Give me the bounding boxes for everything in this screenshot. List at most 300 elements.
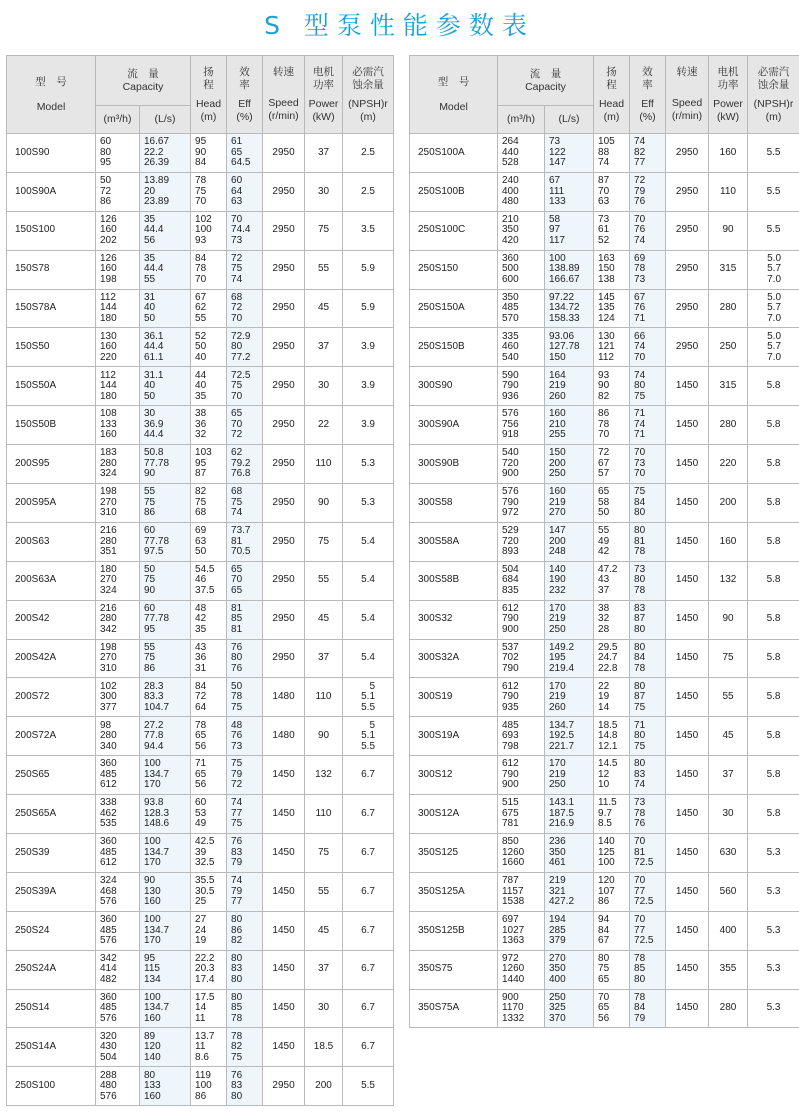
- eff-cell: 80 81 78: [630, 522, 666, 561]
- head-cell: 84 78 70: [191, 250, 227, 289]
- eff-cell: 72 79 76: [630, 172, 666, 211]
- header-capacity-m3h: (m³/h): [498, 106, 545, 134]
- capacity-ls-cell: 250 325 370: [545, 989, 594, 1028]
- table-row: [7, 678, 394, 717]
- npsh-cell: 5.3: [343, 484, 394, 523]
- eff-cell: 70 74.4 73: [227, 211, 263, 250]
- speed-cell: 2950: [666, 250, 709, 289]
- npsh-cell: 6.7: [343, 756, 394, 795]
- eff-cell: 71 80 75: [630, 717, 666, 756]
- speed-cell: 1450: [666, 950, 709, 989]
- capacity-ls-cell: 58 97 117: [545, 211, 594, 250]
- capacity-m3h-cell: 198 270 310: [96, 639, 140, 678]
- eff-cell: 80 87 75: [630, 678, 666, 717]
- power-cell: 355: [709, 950, 748, 989]
- power-cell: 75: [305, 522, 343, 561]
- eff-cell: 48 76 73: [227, 717, 263, 756]
- capacity-m3h-cell: 216 280 342: [96, 600, 140, 639]
- header-speed: 转速 Speed (r/min): [263, 56, 305, 134]
- speed-cell: 2950: [263, 367, 305, 406]
- head-cell: 43 36 31: [191, 639, 227, 678]
- table-row: [410, 484, 799, 523]
- model-cell: 250S100A: [410, 134, 498, 173]
- model-cell: 300S19A: [410, 717, 498, 756]
- capacity-ls-cell: 50.8 77.78 90: [140, 445, 191, 484]
- speed-cell: 1450: [666, 678, 709, 717]
- power-cell: 45: [305, 600, 343, 639]
- table-row: [7, 289, 394, 328]
- capacity-m3h-cell: 320 430 504: [96, 1028, 140, 1067]
- capacity-m3h-cell: 360 485 576: [96, 911, 140, 950]
- eff-cell: 74 77 75: [227, 795, 263, 834]
- capacity-ls-cell: 97.22 134.72 158.33: [545, 289, 594, 328]
- power-cell: 75: [709, 639, 748, 678]
- head-cell: 84 72 64: [191, 678, 227, 717]
- speed-cell: 1450: [666, 561, 709, 600]
- capacity-ls-cell: 140 190 232: [545, 561, 594, 600]
- capacity-ls-cell: 36.1 44.4 61.1: [140, 328, 191, 367]
- eff-cell: 70 77 72.5: [630, 911, 666, 950]
- eff-cell: 78 85 80: [630, 950, 666, 989]
- npsh-cell: 5.4: [343, 639, 394, 678]
- eff-cell: 75 84 80: [630, 484, 666, 523]
- head-cell: 71 65 56: [191, 756, 227, 795]
- speed-cell: 1450: [666, 445, 709, 484]
- capacity-ls-cell: 67 111 133: [545, 172, 594, 211]
- capacity-ls-cell: 13.89 20 23.89: [140, 172, 191, 211]
- power-cell: 37: [305, 134, 343, 173]
- npsh-cell: 5.8: [748, 756, 799, 795]
- table-row: [410, 834, 799, 873]
- power-cell: 280: [709, 406, 748, 445]
- speed-cell: 1450: [666, 756, 709, 795]
- speed-cell: 2950: [263, 522, 305, 561]
- capacity-m3h-cell: 98 280 340: [96, 717, 140, 756]
- eff-cell: 65 70 65: [227, 561, 263, 600]
- npsh-cell: 5.3: [748, 872, 799, 911]
- power-cell: 30: [305, 367, 343, 406]
- model-cell: 150S100: [7, 211, 96, 250]
- table-row: [7, 134, 394, 173]
- header-eff: 效 率 Eff (%): [227, 56, 263, 134]
- npsh-cell: 5.8: [748, 717, 799, 756]
- speed-cell: 1450: [666, 406, 709, 445]
- power-cell: 30: [709, 795, 748, 834]
- speed-cell: 1450: [263, 950, 305, 989]
- capacity-m3h-cell: 342 414 482: [96, 950, 140, 989]
- pump-table-left: [6, 55, 394, 1106]
- speed-cell: 2950: [666, 134, 709, 173]
- head-cell: 17.5 14 11: [191, 989, 227, 1028]
- capacity-m3h-cell: 360 500 600: [498, 250, 545, 289]
- model-cell: 250S100C: [410, 211, 498, 250]
- capacity-m3h-cell: 130 160 220: [96, 328, 140, 367]
- power-cell: 110: [709, 172, 748, 211]
- head-cell: 119 100 86: [191, 1067, 227, 1106]
- capacity-ls-cell: 31 40 50: [140, 289, 191, 328]
- table-row: [7, 172, 394, 211]
- speed-cell: 2950: [263, 406, 305, 445]
- npsh-cell: 5.8: [748, 795, 799, 834]
- head-cell: 140 125 100: [594, 834, 630, 873]
- table-row: [7, 872, 394, 911]
- power-cell: 315: [709, 367, 748, 406]
- power-cell: 30: [305, 172, 343, 211]
- capacity-m3h-cell: 485 693 798: [498, 717, 545, 756]
- speed-cell: 2950: [263, 134, 305, 173]
- model-cell: 250S100: [7, 1067, 96, 1106]
- eff-cell: 61 65 64.5: [227, 134, 263, 173]
- npsh-cell: 6.7: [343, 1028, 394, 1067]
- head-cell: 69 63 50: [191, 522, 227, 561]
- head-cell: 87 70 63: [594, 172, 630, 211]
- model-cell: 300S58: [410, 484, 498, 523]
- capacity-ls-cell: 219 321 427.2: [545, 872, 594, 911]
- capacity-ls-cell: 93.8 128.3 148.6: [140, 795, 191, 834]
- npsh-cell: 6.7: [343, 795, 394, 834]
- head-cell: 27 24 19: [191, 911, 227, 950]
- speed-cell: 1450: [666, 639, 709, 678]
- eff-cell: 73.7 81 70.5: [227, 522, 263, 561]
- head-cell: 145 135 124: [594, 289, 630, 328]
- capacity-ls-cell: 149.2 195 219.4: [545, 639, 594, 678]
- head-cell: 130 121 112: [594, 328, 630, 367]
- npsh-cell: 5.4: [343, 600, 394, 639]
- capacity-m3h-cell: 126 160 198: [96, 250, 140, 289]
- capacity-ls-cell: 270 350 400: [545, 950, 594, 989]
- model-cell: 250S24A: [7, 950, 96, 989]
- capacity-m3h-cell: 102 300 377: [96, 678, 140, 717]
- capacity-ls-cell: 143.1 187.5 216.9: [545, 795, 594, 834]
- speed-cell: 1450: [666, 600, 709, 639]
- capacity-ls-cell: 164 219 260: [545, 367, 594, 406]
- eff-cell: 80 83 80: [227, 950, 263, 989]
- capacity-m3h-cell: 787 1157 1538: [498, 872, 545, 911]
- power-cell: 45: [305, 289, 343, 328]
- power-cell: 200: [709, 484, 748, 523]
- model-cell: 150S78A: [7, 289, 96, 328]
- head-cell: 22 19 14: [594, 678, 630, 717]
- head-cell: 44 40 35: [191, 367, 227, 406]
- npsh-cell: 5.8: [748, 678, 799, 717]
- speed-cell: 1450: [263, 834, 305, 873]
- table-row: [410, 950, 799, 989]
- model-cell: 150S50A: [7, 367, 96, 406]
- table-row: [7, 522, 394, 561]
- head-cell: 47.2 43 37: [594, 561, 630, 600]
- power-cell: 315: [709, 250, 748, 289]
- eff-cell: 69 78 73: [630, 250, 666, 289]
- power-cell: 630: [709, 834, 748, 873]
- speed-cell: 1480: [263, 678, 305, 717]
- power-cell: 110: [305, 795, 343, 834]
- header-capacity: 流 量 Capacity: [498, 56, 594, 106]
- head-cell: 70 65 56: [594, 989, 630, 1028]
- head-cell: 93 90 82: [594, 367, 630, 406]
- table-row: [7, 795, 394, 834]
- header-capacity-ls: (L/s): [545, 106, 594, 134]
- table-row: [7, 717, 394, 756]
- capacity-ls-cell: 170 219 260: [545, 678, 594, 717]
- capacity-ls-cell: 100 138.89 166.67: [545, 250, 594, 289]
- power-cell: 37: [305, 950, 343, 989]
- power-cell: 90: [709, 600, 748, 639]
- npsh-cell: 5.4: [343, 561, 394, 600]
- head-cell: 86 78 70: [594, 406, 630, 445]
- model-cell: 150S50B: [7, 406, 96, 445]
- capacity-ls-cell: 27.2 77.8 94.4: [140, 717, 191, 756]
- eff-cell: 80 84 78: [630, 639, 666, 678]
- model-cell: 200S42A: [7, 639, 96, 678]
- capacity-ls-cell: 80 133 160: [140, 1067, 191, 1106]
- eff-cell: 73 78 76: [630, 795, 666, 834]
- table-row: [410, 872, 799, 911]
- npsh-cell: 5.3: [748, 989, 799, 1028]
- speed-cell: 1450: [263, 989, 305, 1028]
- eff-cell: 76 80 76: [227, 639, 263, 678]
- eff-cell: 78 84 79: [630, 989, 666, 1028]
- capacity-m3h-cell: 900 1170 1332: [498, 989, 545, 1028]
- head-cell: 82 75 68: [191, 484, 227, 523]
- power-cell: 160: [709, 522, 748, 561]
- capacity-ls-cell: 147 200 248: [545, 522, 594, 561]
- model-cell: 350S125B: [410, 911, 498, 950]
- capacity-ls-cell: 160 210 255: [545, 406, 594, 445]
- npsh-cell: 3.9: [343, 328, 394, 367]
- capacity-m3h-cell: 180 270 324: [96, 561, 140, 600]
- table-row: [410, 172, 799, 211]
- head-cell: 94 84 67: [594, 911, 630, 950]
- npsh-cell: 3.5: [343, 211, 394, 250]
- model-cell: 250S14A: [7, 1028, 96, 1067]
- speed-cell: 1450: [263, 872, 305, 911]
- power-cell: 400: [709, 911, 748, 950]
- model-cell: 200S72A: [7, 717, 96, 756]
- capacity-ls-cell: 55 75 86: [140, 639, 191, 678]
- table-row: [410, 795, 799, 834]
- eff-cell: 70 76 74: [630, 211, 666, 250]
- speed-cell: 2950: [263, 600, 305, 639]
- model-cell: 200S63A: [7, 561, 96, 600]
- head-cell: 54.5 46 37.5: [191, 561, 227, 600]
- capacity-ls-cell: 35 44.4 55: [140, 250, 191, 289]
- head-cell: 65 58 50: [594, 484, 630, 523]
- speed-cell: 2950: [666, 172, 709, 211]
- capacity-m3h-cell: 612 790 900: [498, 756, 545, 795]
- table-row: [410, 250, 799, 289]
- model-cell: 350S125A: [410, 872, 498, 911]
- npsh-cell: 5.9: [343, 289, 394, 328]
- table-row: [7, 756, 394, 795]
- speed-cell: 1450: [263, 756, 305, 795]
- model-cell: 250S14: [7, 989, 96, 1028]
- model-cell: 100S90: [7, 134, 96, 173]
- capacity-ls-cell: 89 120 140: [140, 1028, 191, 1067]
- eff-cell: 74 80 75: [630, 367, 666, 406]
- power-cell: 200: [305, 1067, 343, 1106]
- table-row: [410, 328, 799, 367]
- model-cell: 250S150: [410, 250, 498, 289]
- capacity-ls-cell: 194 285 379: [545, 911, 594, 950]
- npsh-cell: 5.8: [748, 445, 799, 484]
- speed-cell: 1450: [263, 795, 305, 834]
- capacity-m3h-cell: 515 675 781: [498, 795, 545, 834]
- capacity-m3h-cell: 850 1260 1660: [498, 834, 545, 873]
- capacity-m3h-cell: 540 720 900: [498, 445, 545, 484]
- model-cell: 150S78: [7, 250, 96, 289]
- head-cell: 38 36 32: [191, 406, 227, 445]
- eff-cell: 75 79 72: [227, 756, 263, 795]
- table-row: [410, 367, 799, 406]
- speed-cell: 2950: [263, 1067, 305, 1106]
- eff-cell: 78 82 75: [227, 1028, 263, 1067]
- table-row: [7, 911, 394, 950]
- table-row: [7, 406, 394, 445]
- model-cell: 300S58A: [410, 522, 498, 561]
- head-cell: 13.7 11 8.6: [191, 1028, 227, 1067]
- speed-cell: 1480: [263, 717, 305, 756]
- eff-cell: 60 64 63: [227, 172, 263, 211]
- capacity-m3h-cell: 338 462 535: [96, 795, 140, 834]
- capacity-m3h-cell: 350 485 570: [498, 289, 545, 328]
- speed-cell: 1450: [666, 911, 709, 950]
- capacity-ls-cell: 236 350 461: [545, 834, 594, 873]
- capacity-ls-cell: 60 77.78 97.5: [140, 522, 191, 561]
- head-cell: 120 107 86: [594, 872, 630, 911]
- table-row: [7, 989, 394, 1028]
- speed-cell: 2950: [263, 289, 305, 328]
- capacity-m3h-cell: 288 480 576: [96, 1067, 140, 1106]
- model-cell: 250S65: [7, 756, 96, 795]
- eff-cell: 72 75 74: [227, 250, 263, 289]
- head-cell: 18.5 14.8 12.1: [594, 717, 630, 756]
- model-cell: 250S24: [7, 911, 96, 950]
- table-row: [7, 484, 394, 523]
- capacity-m3h-cell: 183 280 324: [96, 445, 140, 484]
- table-row: [7, 1067, 394, 1106]
- speed-cell: 2950: [666, 289, 709, 328]
- model-cell: 250S150A: [410, 289, 498, 328]
- npsh-cell: 5.3: [748, 834, 799, 873]
- table-row: [7, 639, 394, 678]
- capacity-ls-cell: 100 134.7 160: [140, 989, 191, 1028]
- capacity-m3h-cell: 360 485 612: [96, 756, 140, 795]
- npsh-cell: 5.8: [748, 561, 799, 600]
- head-cell: 95 90 84: [191, 134, 227, 173]
- npsh-cell: 5.8: [748, 639, 799, 678]
- capacity-ls-cell: 16.67 22.2 26.39: [140, 134, 191, 173]
- header-head: 扬 程 Head (m): [191, 56, 227, 134]
- capacity-m3h-cell: 360 485 576: [96, 989, 140, 1028]
- npsh-cell: 6.7: [343, 834, 394, 873]
- eff-cell: 73 80 78: [630, 561, 666, 600]
- speed-cell: 1450: [263, 1028, 305, 1067]
- page-title: S 型泵性能参数表: [264, 11, 535, 40]
- eff-cell: 81 85 81: [227, 600, 263, 639]
- power-cell: 132: [305, 756, 343, 795]
- eff-cell: 80 86 82: [227, 911, 263, 950]
- capacity-ls-cell: 100 134.7 170: [140, 911, 191, 950]
- power-cell: 75: [305, 834, 343, 873]
- power-cell: 280: [709, 289, 748, 328]
- speed-cell: 1450: [666, 522, 709, 561]
- speed-cell: 2950: [263, 328, 305, 367]
- capacity-m3h-cell: 108 133 160: [96, 406, 140, 445]
- speed-cell: 2950: [263, 172, 305, 211]
- capacity-m3h-cell: 576 790 972: [498, 484, 545, 523]
- capacity-ls-cell: 73 122 147: [545, 134, 594, 173]
- power-cell: 90: [305, 484, 343, 523]
- npsh-cell: 5.0 5.7 7.0: [748, 289, 799, 328]
- power-cell: 37: [305, 328, 343, 367]
- table-row: [410, 911, 799, 950]
- table-row: [410, 756, 799, 795]
- capacity-m3h-cell: 210 350 420: [498, 211, 545, 250]
- power-cell: 55: [709, 678, 748, 717]
- capacity-m3h-cell: 112 144 180: [96, 289, 140, 328]
- capacity-m3h-cell: 335 460 540: [498, 328, 545, 367]
- eff-cell: 70 81 72.5: [630, 834, 666, 873]
- power-cell: 280: [709, 989, 748, 1028]
- model-cell: 300S90: [410, 367, 498, 406]
- capacity-m3h-cell: 504 684 835: [498, 561, 545, 600]
- eff-cell: 76 83 80: [227, 1067, 263, 1106]
- head-cell: 42.5 39 32.5: [191, 834, 227, 873]
- header-eff: 效 率 Eff (%): [630, 56, 666, 134]
- npsh-cell: 5 5.1 5.5: [343, 717, 394, 756]
- power-cell: 132: [709, 561, 748, 600]
- power-cell: 160: [709, 134, 748, 173]
- capacity-ls-cell: 134.7 192.5 221.7: [545, 717, 594, 756]
- power-cell: 110: [305, 678, 343, 717]
- model-cell: 300S32A: [410, 639, 498, 678]
- head-cell: 72 67 57: [594, 445, 630, 484]
- power-cell: 30: [305, 989, 343, 1028]
- model-cell: 300S58B: [410, 561, 498, 600]
- model-cell: 200S95A: [7, 484, 96, 523]
- npsh-cell: 5.5: [748, 172, 799, 211]
- power-cell: 45: [709, 717, 748, 756]
- table-row: [7, 250, 394, 289]
- capacity-ls-cell: 31.1 40 50: [140, 367, 191, 406]
- eff-cell: 70 77 72.5: [630, 872, 666, 911]
- head-cell: 105 88 74: [594, 134, 630, 173]
- capacity-m3h-cell: 50 72 86: [96, 172, 140, 211]
- npsh-cell: 5.3: [748, 911, 799, 950]
- power-cell: 18.5: [305, 1028, 343, 1067]
- power-cell: 75: [305, 211, 343, 250]
- speed-cell: 2950: [263, 639, 305, 678]
- npsh-cell: 6.7: [343, 911, 394, 950]
- table-row: [7, 445, 394, 484]
- model-cell: 350S75A: [410, 989, 498, 1028]
- capacity-ls-cell: 170 219 250: [545, 600, 594, 639]
- eff-cell: 70 73 70: [630, 445, 666, 484]
- power-cell: 37: [709, 756, 748, 795]
- npsh-cell: 6.7: [343, 872, 394, 911]
- npsh-cell: 6.7: [343, 950, 394, 989]
- capacity-ls-cell: 100 134.7 170: [140, 834, 191, 873]
- head-cell: 55 49 42: [594, 522, 630, 561]
- table-row: [410, 989, 799, 1028]
- head-cell: 60 53 49: [191, 795, 227, 834]
- capacity-ls-cell: 95 115 134: [140, 950, 191, 989]
- head-cell: 14.5 12 10: [594, 756, 630, 795]
- speed-cell: 1450: [666, 367, 709, 406]
- speed-cell: 2950: [263, 445, 305, 484]
- head-cell: 78 65 56: [191, 717, 227, 756]
- model-cell: 200S72: [7, 678, 96, 717]
